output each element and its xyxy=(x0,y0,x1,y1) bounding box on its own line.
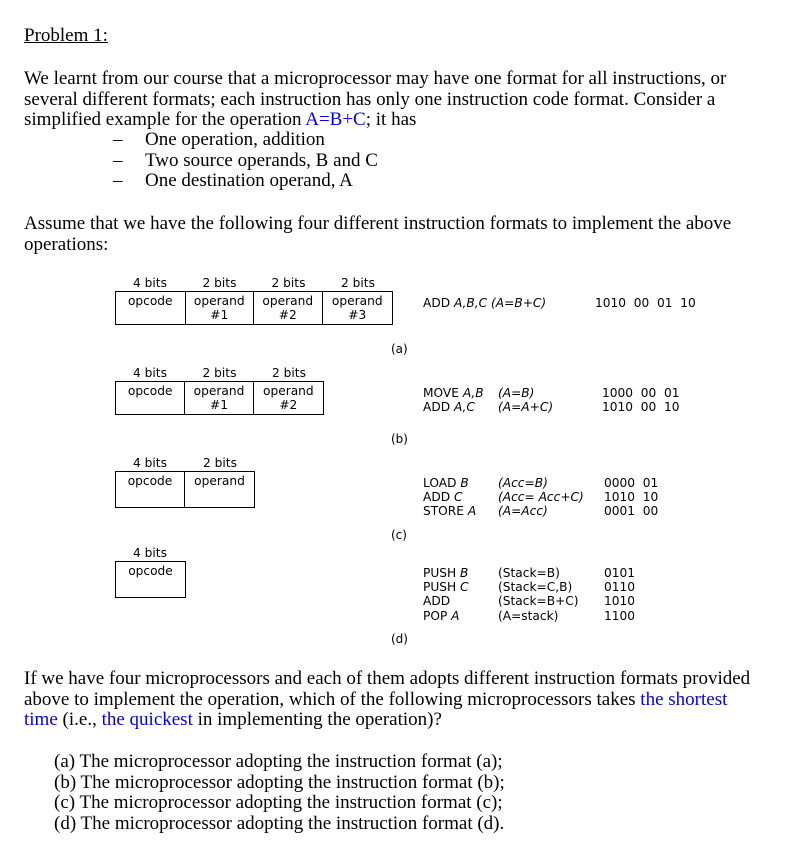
instruction-text xyxy=(423,504,498,518)
field-name: opcode xyxy=(127,384,173,398)
format-b-instructions xyxy=(423,386,680,414)
field-name: operand xyxy=(193,384,245,398)
operand-field xyxy=(185,472,254,507)
instruction-op: POP xyxy=(423,608,452,623)
format-c-box xyxy=(115,471,255,508)
instruction-op: ADD xyxy=(423,594,451,609)
bits-label: 2 bits xyxy=(272,366,306,380)
choice-a: (a) The microprocessor adopting the instruction format (a); xyxy=(54,751,503,772)
field-name: operand xyxy=(194,474,245,488)
question-line-3-mid: (i.e., xyxy=(57,709,102,730)
instruction-text xyxy=(423,296,595,310)
format-d-instructions xyxy=(423,566,635,623)
binary-code: 0001 00 xyxy=(604,504,659,519)
bits-label: 2 bits xyxy=(341,276,375,290)
instruction-args: C xyxy=(460,580,469,595)
instruction-row xyxy=(423,580,635,594)
field-name: opcode xyxy=(127,294,173,308)
intro-line-3-end: ; it has xyxy=(365,109,417,130)
question-paragraph xyxy=(24,669,804,731)
format-a-instructions xyxy=(423,296,696,310)
instruction-effect: (A=A+C) xyxy=(498,400,554,415)
instruction-row xyxy=(423,594,635,608)
dash-icon: – xyxy=(113,170,123,191)
bits-label: 4 bits xyxy=(133,276,167,290)
instruction-op: MOVE xyxy=(423,386,463,400)
format-label: (a) xyxy=(391,342,408,356)
instruction-args: A,B xyxy=(462,386,484,400)
field-name: opcode xyxy=(128,564,173,578)
format-label: (c) xyxy=(391,528,407,542)
instruction-text xyxy=(423,609,498,623)
instruction-op: ADD xyxy=(423,296,454,310)
instruction-row xyxy=(423,504,658,518)
binary-code: 0110 xyxy=(604,580,636,595)
bullet-item xyxy=(113,130,378,151)
instruction-row xyxy=(423,296,696,310)
binary-code: 0000 01 xyxy=(604,476,659,490)
instruction-args: A xyxy=(467,504,477,519)
question-line-3 xyxy=(24,710,804,731)
highlight-time: time xyxy=(24,709,58,730)
operand-3-field xyxy=(323,292,392,324)
format-a-box xyxy=(115,291,393,325)
operand-2-field xyxy=(254,292,323,324)
format-b-diagram xyxy=(115,366,715,446)
instruction-row xyxy=(423,476,658,490)
operand-1-field xyxy=(185,382,253,414)
format-label: (d) xyxy=(391,632,408,646)
opcode-field xyxy=(116,562,185,597)
instruction-text xyxy=(423,476,498,490)
format-label: (b) xyxy=(391,432,408,446)
bits-label: 4 bits xyxy=(133,546,167,560)
instruction-effect: (A=B) xyxy=(498,386,535,400)
intro-line-1: We learnt from our course that a microprocessor may have one format for all instructions, or xyxy=(24,68,727,89)
binary-code: 1010 xyxy=(604,594,636,609)
instruction-row xyxy=(423,566,635,580)
instruction-text xyxy=(423,400,498,414)
question-line-3-end: in implementing the operation)? xyxy=(192,709,442,730)
binary-code: 1010 00 01 10 xyxy=(595,296,696,310)
choice-b: (b) The microprocessor adopting the instruction format (b); xyxy=(54,771,505,793)
instruction-row xyxy=(423,386,680,400)
format-c-diagram xyxy=(115,456,715,546)
field-number: #1 xyxy=(210,308,229,322)
instruction-effect: (A=B+C) xyxy=(491,296,547,310)
bits-label: 4 bits xyxy=(133,366,167,380)
field-number: #1 xyxy=(210,398,228,412)
instruction-effect: (Acc= Acc+C) xyxy=(498,490,584,505)
instruction-args: A xyxy=(451,608,460,623)
bits-label: 2 bits xyxy=(203,456,237,470)
instruction-text xyxy=(423,566,498,580)
assume-paragraph xyxy=(24,214,804,255)
instruction-op: ADD xyxy=(423,400,454,415)
field-name: operand xyxy=(262,294,314,308)
format-b-box xyxy=(115,381,324,415)
field-name: opcode xyxy=(127,474,173,488)
format-d-box xyxy=(115,561,186,598)
assume-line-2: operations: xyxy=(24,233,109,255)
instruction-args: B xyxy=(460,476,469,490)
highlight-quickest: the quickest xyxy=(101,709,193,730)
binary-code: 1010 00 10 xyxy=(602,400,680,415)
instruction-op: STORE xyxy=(423,504,468,519)
instruction-effect: (Stack=B+C) xyxy=(498,594,579,609)
binary-code: 1000 00 01 xyxy=(602,386,680,400)
operation-highlight: A=B+C xyxy=(305,109,366,130)
instruction-args: A,B,C xyxy=(453,296,488,310)
field-number: #3 xyxy=(348,308,367,322)
instruction-effect: (Stack=C,B) xyxy=(498,580,573,595)
field-name: operand xyxy=(263,384,314,398)
binary-code: 1100 xyxy=(604,608,636,623)
field-name: operand xyxy=(331,294,383,308)
instruction-effect: (A=stack) xyxy=(498,608,559,623)
question-line-1: If we have four microprocessors and each of them adopts different instruction formats provided xyxy=(24,668,751,689)
operand-1-field xyxy=(186,292,255,324)
instruction-text xyxy=(423,580,498,594)
field-number: #2 xyxy=(278,308,297,322)
highlight-shortest: the shortest xyxy=(640,688,728,710)
instruction-op: ADD xyxy=(423,490,454,505)
field-number: #2 xyxy=(279,398,298,412)
opcode-field xyxy=(116,292,186,324)
assume-line-1: Assume that we have the following four different instruction formats to implement the above xyxy=(24,213,732,234)
dash-icon: – xyxy=(113,129,123,150)
bits-label: 2 bits xyxy=(271,276,306,290)
intro-line-3-text: simplified example for the operation xyxy=(24,109,306,130)
field-name: operand xyxy=(193,294,245,308)
instruction-op: PUSH xyxy=(423,566,461,580)
binary-code: 1010 10 xyxy=(604,490,659,505)
instruction-op: PUSH xyxy=(423,580,461,595)
intro-line-2: several different formats; each instruction has only one instruction code format. Consider a xyxy=(24,88,716,110)
bullet-text: One operation, addition xyxy=(145,129,325,150)
instruction-text xyxy=(423,386,498,400)
bits-label: 2 bits xyxy=(202,276,237,290)
dash-icon: – xyxy=(113,149,123,171)
instruction-row xyxy=(423,490,658,504)
bullet-text: Two source operands, B and C xyxy=(145,149,378,171)
operand-2-field xyxy=(254,382,323,414)
choice-c: (c) The microprocessor adopting the instruction format (c); xyxy=(54,792,503,813)
opcode-field xyxy=(116,382,185,414)
bullet-text: One destination operand, A xyxy=(145,170,353,191)
instruction-row xyxy=(423,400,680,414)
answer-choices xyxy=(54,752,505,834)
binary-code: 0101 xyxy=(604,566,636,580)
instruction-effect: (Acc=B) xyxy=(498,476,548,490)
bits-label: 2 bits xyxy=(202,366,237,380)
instruction-row xyxy=(423,609,635,623)
format-a-diagram xyxy=(115,276,715,356)
bits-label: 4 bits xyxy=(133,456,167,470)
instruction-op: LOAD xyxy=(423,476,461,490)
question-line-2 xyxy=(24,690,804,711)
instruction-text xyxy=(423,594,498,608)
opcode-field xyxy=(116,472,185,507)
bullet-item xyxy=(113,171,378,192)
instruction-args: B xyxy=(460,566,469,580)
problem-title: Problem 1: xyxy=(24,25,108,46)
bullet-list xyxy=(113,130,378,192)
format-c-instructions xyxy=(423,476,658,519)
question-line-2-text: above to implement the operation, which of the following microprocessors takes xyxy=(24,688,641,710)
instruction-args: A,C xyxy=(453,400,475,415)
instruction-effect: (Stack=B) xyxy=(498,566,560,580)
intro-paragraph xyxy=(24,69,804,131)
instruction-text xyxy=(423,490,498,504)
choice-d: (d) The microprocessor adopting the instruction format (d). xyxy=(54,812,505,834)
instruction-args: C xyxy=(453,490,463,505)
format-d-diagram xyxy=(115,546,715,651)
intro-line-3 xyxy=(24,110,804,131)
instruction-effect: (A=Acc) xyxy=(498,504,548,519)
bullet-item xyxy=(113,151,378,172)
